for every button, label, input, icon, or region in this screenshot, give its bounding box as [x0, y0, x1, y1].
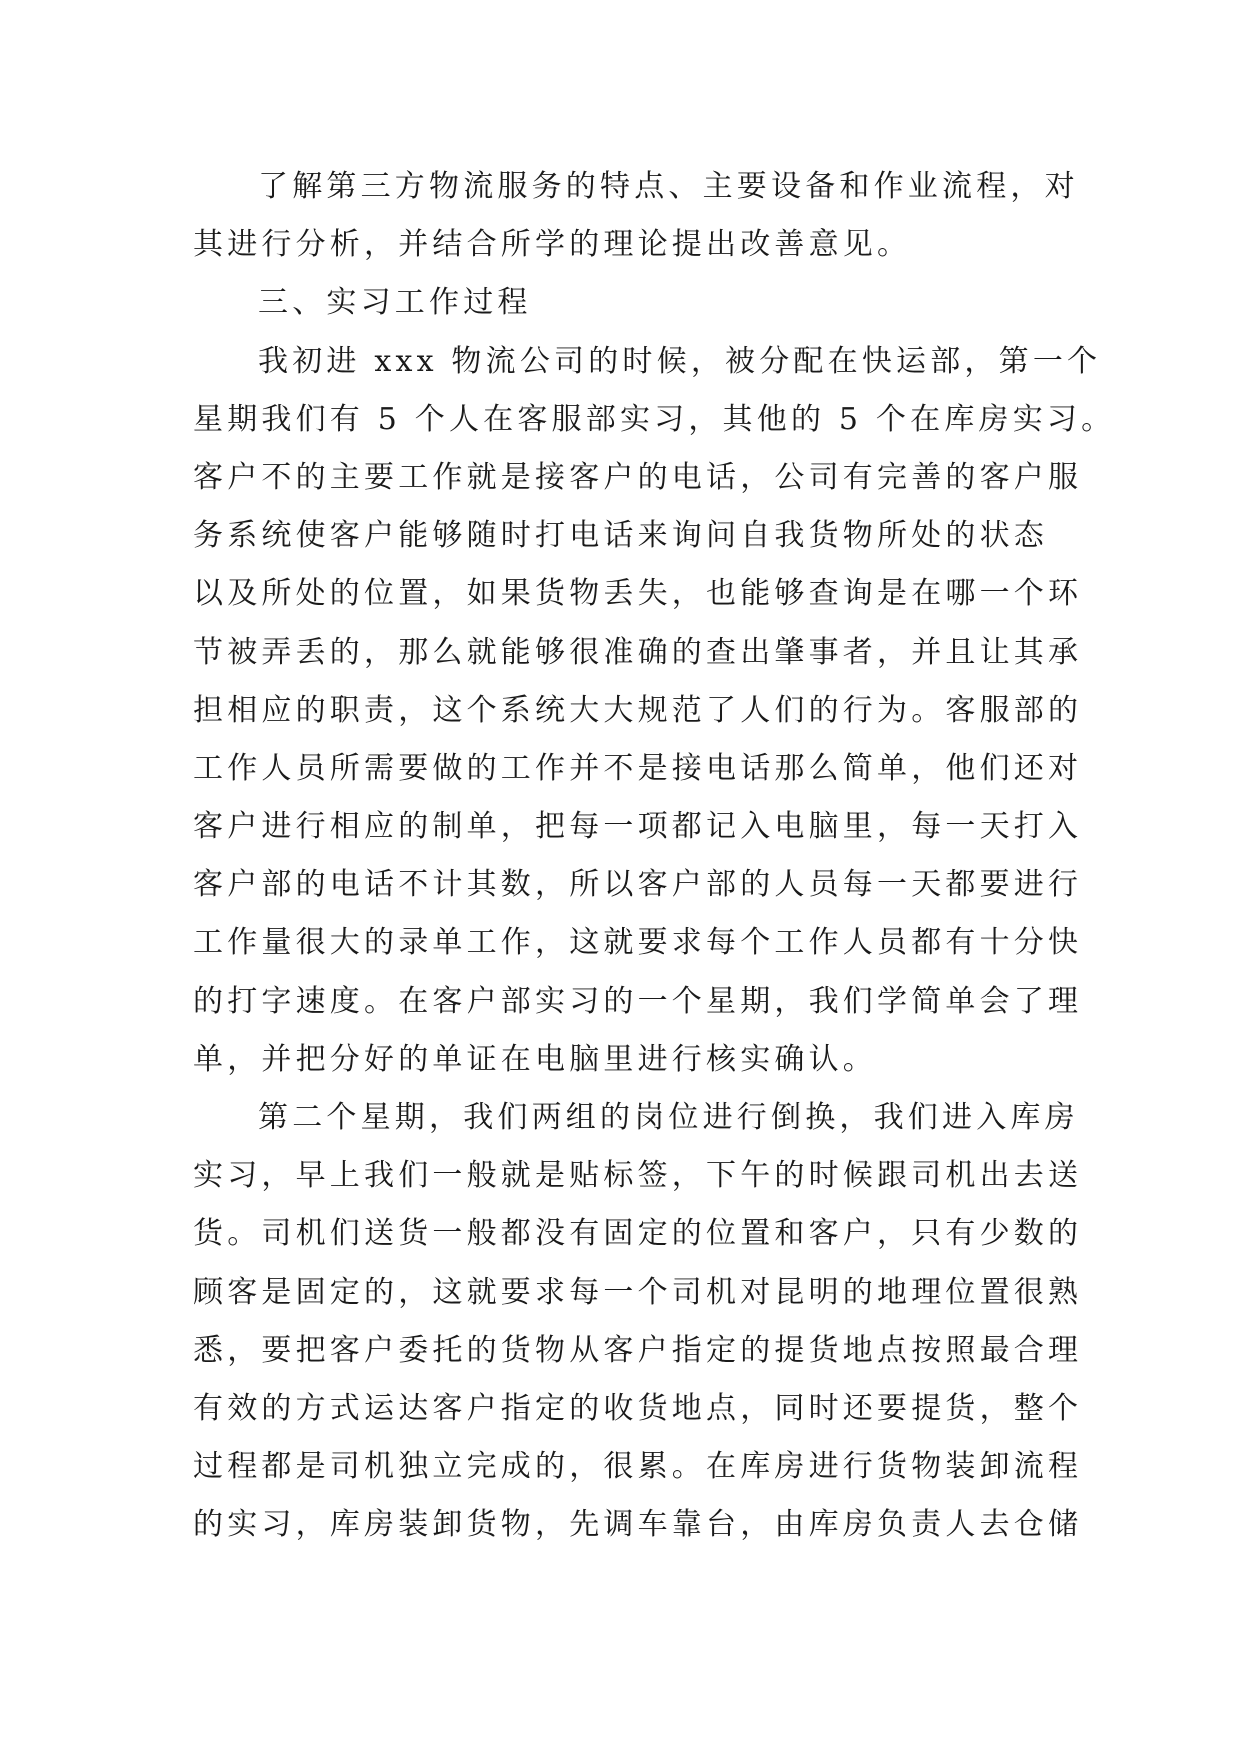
text-line: 我初进 xxx 物流公司的时候，被分配在快运部，第一个	[258, 343, 1102, 379]
text-line: 实习，早上我们一般就是贴标签，下午的时候跟司机出去送	[193, 1158, 1083, 1194]
body-text	[193, 158, 1116, 1555]
text-line: 悉，要把客户委托的货物从客户指定的提货地点按照最合理	[193, 1332, 1083, 1368]
text-line: 过程都是司机独立完成的，很累。在库房进行货物装卸流程	[193, 1449, 1083, 1485]
text-line: 客户不的主要工作就是接客户的电话，公司有完善的客户服	[193, 459, 1083, 495]
text-line: 其进行分析，并结合所学的理论提出改善意见。	[193, 227, 912, 263]
text-line: 节被弄丢的，那么就能够很准确的查出肇事者，并且让其承	[193, 634, 1083, 670]
text-line: 顾客是固定的，这就要求每一个司机对昆明的地理位置很熟	[193, 1274, 1083, 1310]
text-line: 的实习，库房装卸货物，先调车靠台，由库房负责人去仓储	[193, 1507, 1083, 1543]
text-line: 有效的方式运达客户指定的收货地点，同时还要提货，整个	[193, 1390, 1083, 1426]
text-line: 以及所处的位置，如果货物丢失，也能够查询是在哪一个环	[193, 576, 1083, 612]
text-line: 了解第三方物流服务的特点、主要设备和作业流程，对	[258, 169, 1079, 204]
text-line: 第二个星期，我们两组的岗位进行倒换，我们进入库房	[258, 1100, 1079, 1135]
text-line: 货。司机们送货一般都没有固定的位置和客户，只有少数的	[193, 1216, 1083, 1252]
text-line: 客户进行相应的制单，把每一项都记入电脑里，每一天打入	[193, 809, 1083, 845]
text-line: 工作人员所需要做的工作并不是接电话那么简单，他们还对	[193, 750, 1083, 786]
section-heading: 三、实习工作过程	[258, 285, 532, 321]
text-line: 星期我们有 5 个人在客服部实习，其他的 5 个在库房实习。	[193, 401, 1116, 437]
text-line: 务系统使客户能够随时打电话来询问自我货物所处的状态	[193, 518, 1048, 554]
text-line: 工作量很大的录单工作，这就要求每个工作人员都有十分快	[193, 925, 1083, 961]
text-line: 的打字速度。在客户部实习的一个星期，我们学简单会了理	[193, 983, 1083, 1019]
text-line: 客户部的电话不计其数，所以客户部的人员每一天都要进行	[193, 867, 1083, 903]
text-line: 单，并把分好的单证在电脑里进行核实确认。	[193, 1041, 877, 1077]
text-line: 担相应的职责，这个系统大大规范了人们的行为。客服部的	[193, 692, 1083, 728]
